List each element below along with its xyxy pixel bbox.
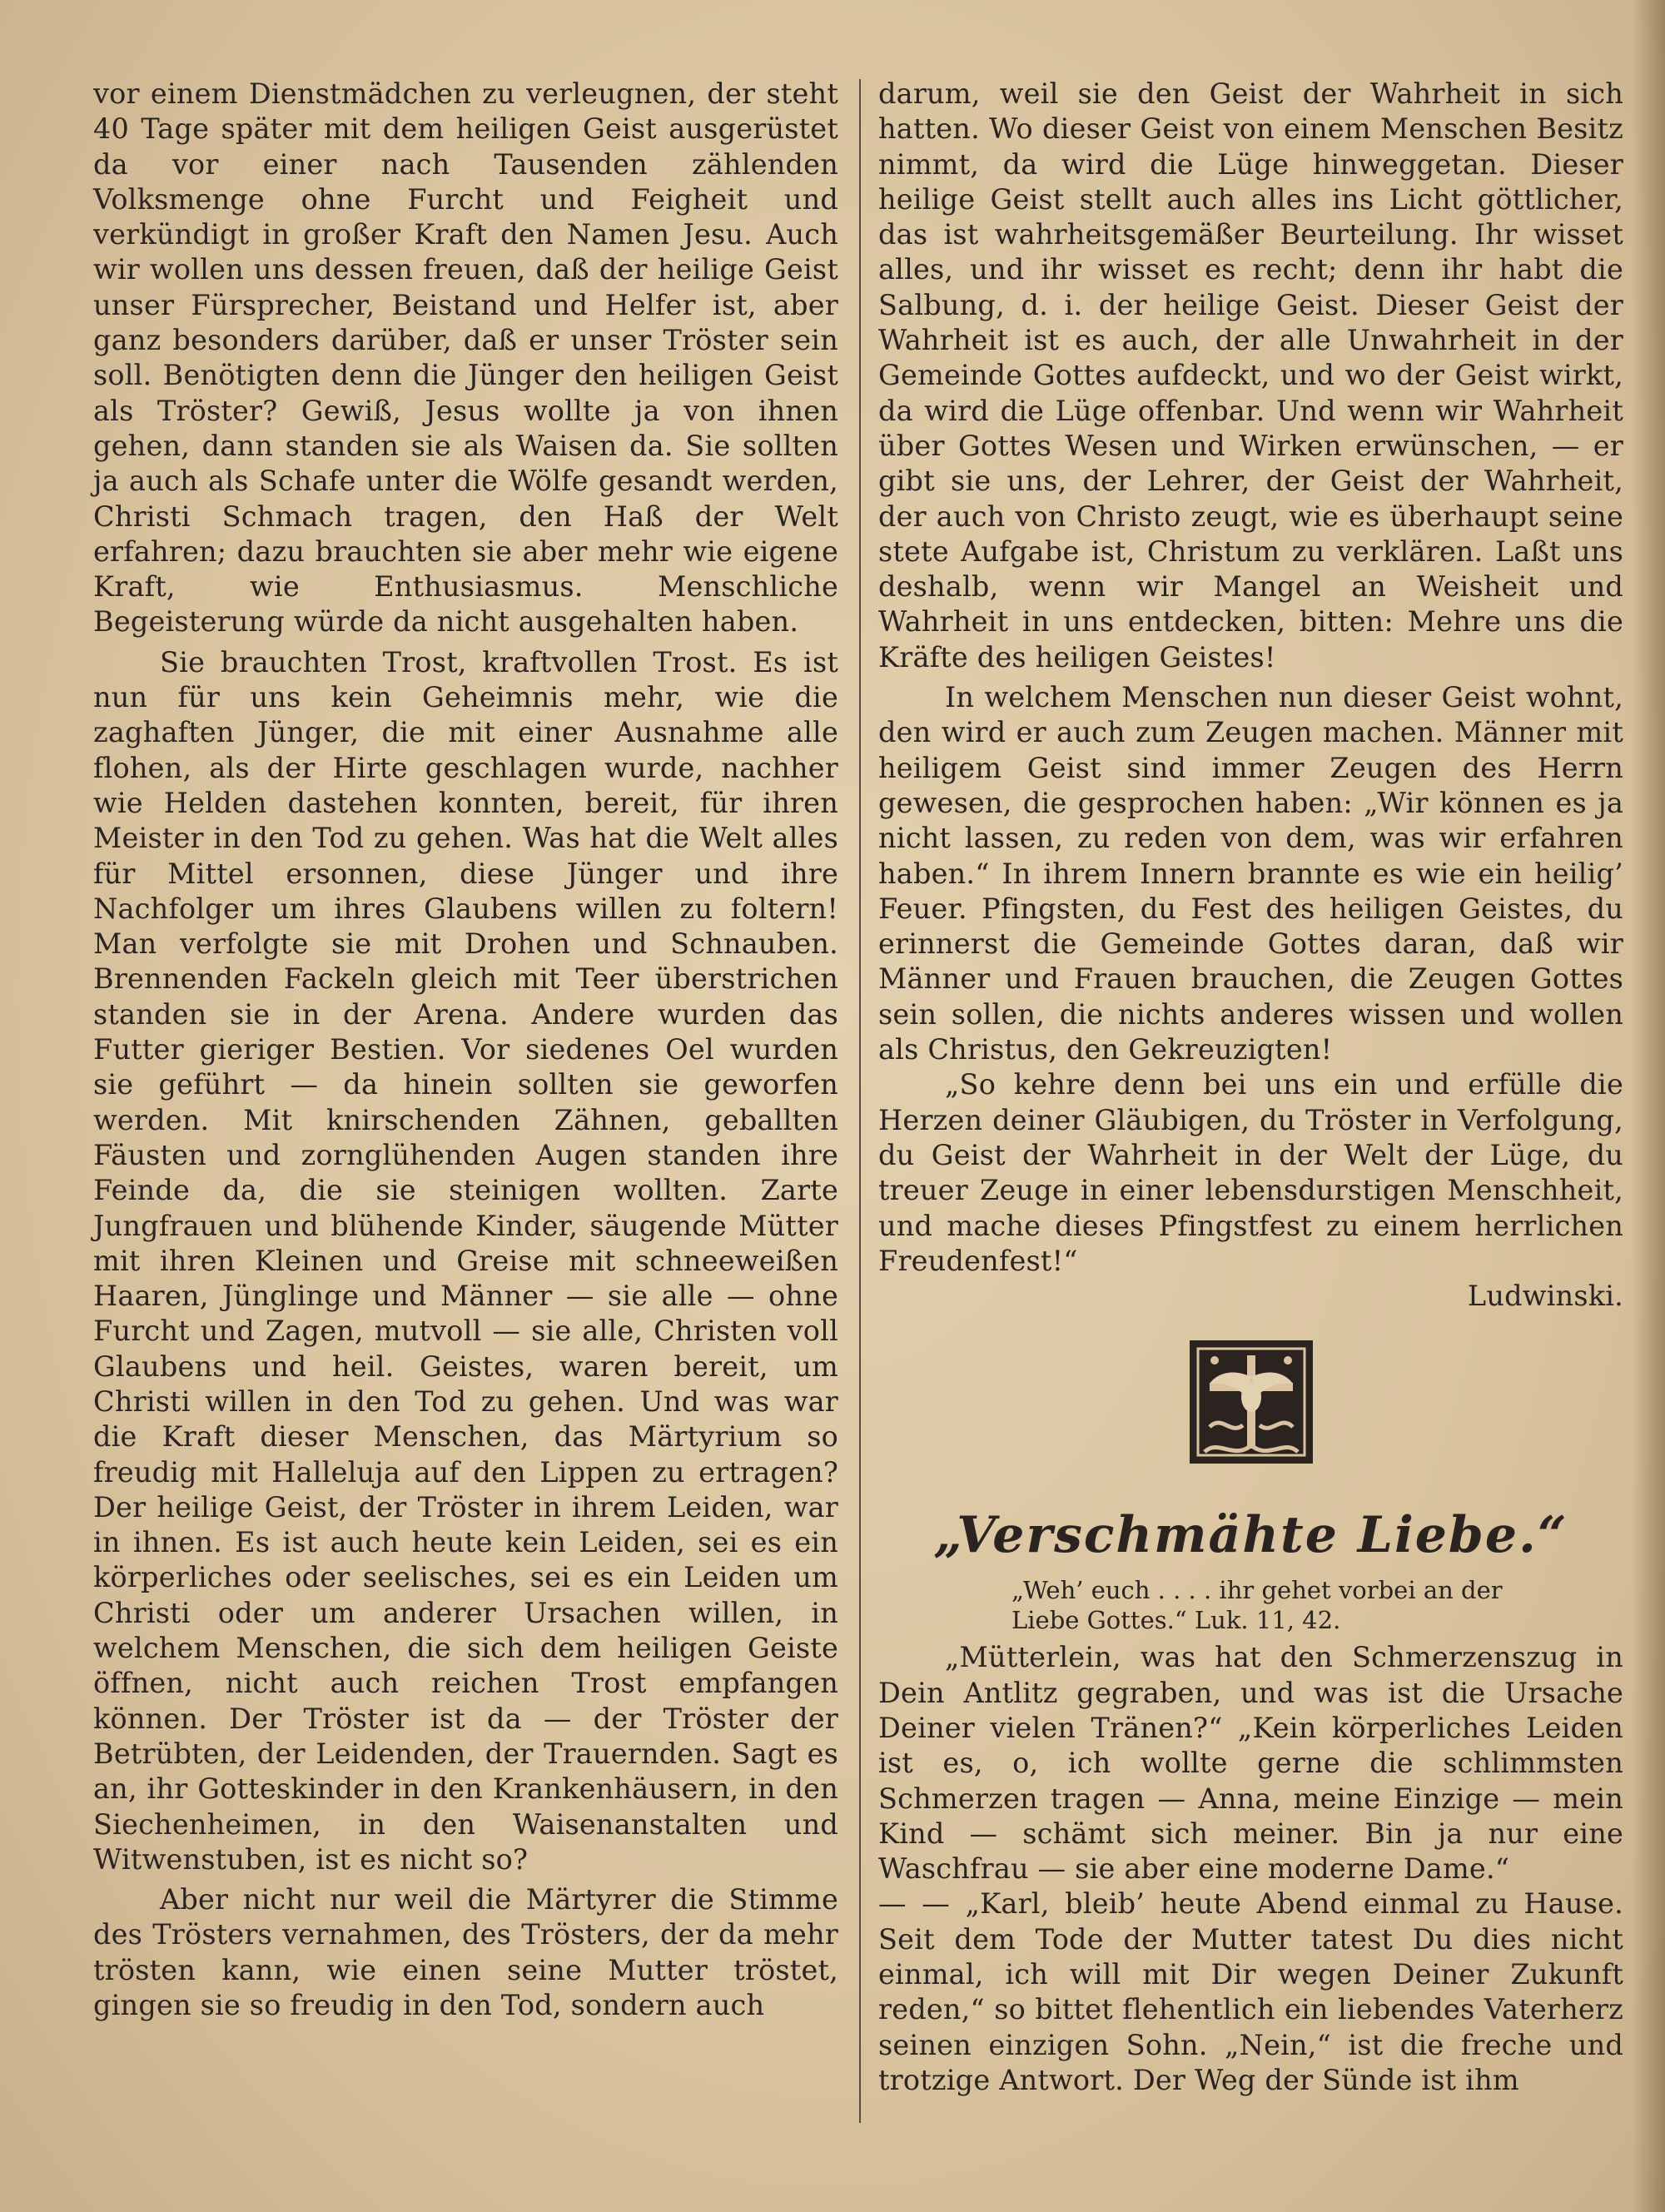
paragraph: „So kehre denn bei uns ein und erfülle die Herzen deiner Gläubigen, du Tröster in Verfolgung, du Geist der Wahrheit in der Welt der Lüge, du treuer Zeuge in einer lebensdurstigen Menschheit, und mache dieses Pfingstfest zu einem herrlichen Freudenfest!“ (878, 1068, 1623, 1277)
paragraph: Aber nicht nur weil die Märtyrer die Stimme des Trösters vernahmen, des Trösters, der da mehr trösten kann, wie einen seine Mutter tröstet, gingen sie so freudig in den Tod, sondern auch (93, 1883, 838, 2022)
column-divider (859, 79, 861, 2123)
paragraph: „Mütterlein, was hat den Schmerzenszug in Dein Antlitz gegraben, und was ist die Ursache Deiner vielen Tränen?“ „Kein körperliches Leiden ist es, o, ich wollte gerne die schlimmsten Schmerzen tragen — Anna, meine Einzige — mein Kind — schämt sich meiner. Bin ja nur eine Waschfrau — sie aber eine moderne Dame.“ (878, 1641, 1623, 1886)
article-title: „Verschmähte Liebe.“ (933, 1506, 1568, 1565)
signature (878, 1279, 1623, 1314)
left-column (93, 77, 838, 2023)
epigraph-line: „Weh’ euch . . . . ihr gehet vorbei an der (1011, 1576, 1503, 1605)
paragraph: vor einem Dienstmädchen zu verleugnen, der steht 40 Tage später mit dem heiligen Geist ausgerüstet da vor einer nach Tausenden zählenden Volksmenge ohne Furcht und Feigheit und verkündigt in großer Kraft den Namen Jesu. Auch wir wollen uns dessen freuen, daß der heilige Geist unser Fürsprecher, Beistand und Helfer ist, aber ganz besonders darüber, daß er unser Tröster sein soll. Benötigten denn die Jünger den heiligen Geist als Tröster? Gewiß, Jesus wollte ja von ihnen gehen, dann standen sie als Waisen da. Sie sollten ja auch als Schafe unter die Wölfe gesandt werden, Christi Schmach tragen, den Haß der Welt erfahren; dazu brauchten sie aber mehr wie eigene Kraft, wie Enthusiasmus. Menschliche Begeisterung würde da nicht ausgehalten haben. (93, 77, 838, 639)
author-signature: Ludwinski. (1467, 1280, 1623, 1313)
paragraph: — — „Karl, bleib’ heute Abend einmal zu Hause. Seit dem Tode der Mutter tatest Du dies nicht einmal, ich will mit Dir wegen Deiner Zukunft reden,“ so bittet flehentlich ein liebendes Vaterherz seinen einzigen Sohn. „Nein,“ ist die freche und trotzige Antwort. Der Weg der Sünde ist ihm (878, 1887, 1623, 2096)
paragraph: Sie brauchten Trost, kraftvollen Trost. Es ist nun für uns kein Geheimnis mehr, wie die zaghaften Jünger, die mit einer Ausnahme alle flohen, als der Hirte geschlagen wurde, nachher wie Helden dastehen konnten, bereit, für ihren Meister in den Tod zu gehen. Was hat die Welt alles für Mittel ersonnen, diese Jünger und ihre Nachfolger um ihres Glaubens willen zu foltern! Man verfolgte sie mit Drohen und Schnauben. Brennenden Fackeln gleich mit Teer überstrichen standen sie in der Arena. Andere wurden das Futter gieriger Bestien. Vor siedenes Oel wurden sie geführt — da hinein sollten sie geworfen werden. Mit knirschenden Zähnen, geballten Fäusten und zornglühenden Augen standen ihre Feinde da, die sie steinigen wollten. Zarte Jungfrauen und blühende Kinder, säugende Mütter mit ihren Kleinen und Greise mit schneeweißen Haaren, Jünglinge und Männer — sie alle — ohne Furcht und Zagen, mutvoll — sie alle, Christen voll Glaubens und heil. Geistes, waren bereit, um Christi willen in den Tod zu gehen. Und was war die Kraft dieser Menschen, das Märtyrium so freudig mit Halleluja auf den Lippen zu ertragen? Der heilige Geist, der Tröster in ihrem Leiden, war in ihnen. Es ist auch heute kein Leiden, sei es ein körperliches oder seelisches, sei es ein Leiden um Christi oder um anderer Ursachen willen, in welchem Menschen, die sich dem heiligen Geiste öffnen, nicht auch reichen Trost empfangen können. Der Tröster ist da — der Tröster der Betrübten, der Leidenden, der Trauernden. Sagt es an, ihr Gotteskinder in den Krankenhäusern, in den Siechenheimen, in den Waisenanstalten und Witwenstuben, ist es nicht so? (93, 645, 838, 1876)
paragraph: darum, weil sie den Geist der Wahrheit in sich hatten. Wo dieser Geist von einem Menschen Besitz nimmt, da wird die Lüge hinweggetan. Dieser heilige Geist stellt auch alles ins Licht göttlicher, das ist wahrheitsgemäßer Beurteilung. Ihr wisset alles, und ihr wisset es recht; denn ihr habt die Salbung, d. i. der heilige Geist. Dieser Geist der Wahrheit ist es auch, der alle Unwahrheit in der Gemeinde Gottes aufdeckt, und wo der Geist wirkt, da wird die Lüge offenbar. Und wenn wir Wahrheit über Gottes Wesen und Wirken erwünschen, — er gibt sie uns, der Lehrer, der Geist der Wahrheit, der auch von Christo zeugt, wie es überhaupt seine stete Aufgabe ist, Christum zu verklären. Laßt uns deshalb, wenn wir Mangel an Weisheit und Wahrheit in uns entdecken, bitten: Mehre uns die Kräfte des heiligen Geistes! (878, 77, 1623, 674)
paragraph: In welchem Menschen nun dieser Geist wohnt, den wird er auch zum Zeugen machen. Männer mit heiligem Geist sind immer Zeugen des Herrn gewesen, die gesprochen haben: „Wir können es ja nicht lassen, zu reden von dem, was wir erfahren haben.“ In ihrem Innern brannte es wie ein heilig’ Feuer. Pfingsten, du Fest des heiligen Geistes, du erinnerst die Gemeinde Gottes daran, daß wir Männer und Frauen brauchen, die Zeugen Gottes sein sollen, die nichts anderes wissen und wollen als Christus, den Gekreuzigten! (878, 681, 1623, 1066)
right-column (878, 77, 1623, 2098)
epigraph (1011, 1575, 1623, 1635)
page-edge-shadow (1632, 0, 1665, 2212)
epigraph-line: Liebe Gottes.“ Luk. 11, 42. (1011, 1606, 1341, 1635)
pentecost-dove-ornament-icon (1185, 1335, 1318, 1469)
